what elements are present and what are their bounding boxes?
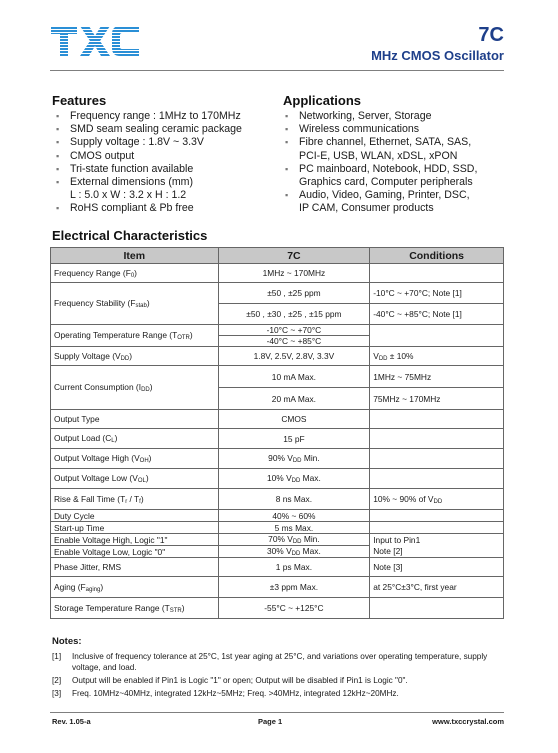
item-cell: Enable Voltage High, Logic "1" — [51, 534, 219, 546]
condition-cell: 10% ~ 90% of $V_{DD}$ — [370, 489, 504, 510]
note-item: [1] Inclusive of frequency tolerance at 25°C, 1st year aging at 25°C, and variations over operating temperature, supply voltage, and load. — [52, 652, 488, 672]
value-cell: 40% ~ 60% — [218, 510, 370, 522]
condition-cell — [370, 469, 504, 489]
value-cell: ±50 , ±25 ppm — [218, 283, 370, 304]
table-row — [51, 546, 504, 558]
applications-list — [283, 110, 508, 216]
table-row — [51, 347, 504, 366]
feature-item: ▪ External dimensions (mm) L : 5.0 x W : 3.2 x H : 1.2 — [54, 176, 274, 202]
notes-heading: Notes: — [52, 636, 82, 647]
feature-item: ▪ CMOS output — [54, 150, 274, 163]
condition-cell: Input to Pin1 — [370, 534, 504, 546]
value-cell: 8 ns Max. — [218, 489, 370, 510]
page-number: Page 1 — [258, 717, 283, 726]
table-row — [51, 283, 504, 304]
condition-cell: 75MHz ~ 170MHz — [370, 388, 504, 410]
revision-label: Rev. 1.05-a — [52, 717, 91, 726]
notes-list — [52, 651, 504, 701]
item-cell: Duty Cycle — [51, 510, 219, 522]
item-cell: Output Voltage High $(V_{OH})$ — [51, 449, 219, 469]
table-row — [51, 577, 504, 598]
feature-item: ▪ Supply voltage : 1.8V ~ 3.3V — [54, 136, 274, 149]
item-cell: Start-up Time — [51, 522, 219, 534]
condition-cell: at 25°C±3°C, first year — [370, 577, 504, 598]
column-header-item: Item — [51, 248, 219, 264]
table-row — [51, 366, 504, 388]
note-item: [2] Output will be enabled if Pin1 is Logic "1" or open; Output will be disabled if Pin1 is Logic "0". — [52, 676, 408, 685]
feature-item: ▪ Frequency range : 1MHz to 170MHz — [54, 110, 274, 123]
table-row — [51, 449, 504, 469]
item-cell: Operating Temperature Range $(T_{OTR})$ — [51, 325, 219, 347]
value-cell: ±3 ppm Max. — [218, 577, 370, 598]
table-row — [51, 534, 504, 546]
feature-item: ▪ RoHS compliant & Pb free — [54, 202, 274, 215]
value-cell: 15 pF — [218, 429, 370, 449]
product-subtitle: MHz CMOS Oscillator — [371, 48, 504, 63]
item-cell: Output Type — [51, 410, 219, 429]
table-row — [51, 510, 504, 522]
item-cell: Phase Jitter, RMS — [51, 558, 219, 577]
value-cell: -40°C ~ +85°C — [218, 336, 370, 347]
condition-cell — [370, 522, 504, 534]
condition-cell: Note [3] — [370, 558, 504, 577]
table-row — [51, 429, 504, 449]
value-cell: 30% $V_{DD}$ Max. — [218, 546, 370, 558]
value-cell: 1 ps Max. — [218, 558, 370, 577]
value-cell: 70% $V_{DD}$ Min. — [218, 534, 370, 546]
website-link[interactable]: www.txccrystal.com — [432, 717, 504, 726]
value-cell: 90% $V_{DD}$ Min. — [218, 449, 370, 469]
condition-cell: $V_{DD} \pm 10\%$ — [370, 347, 504, 366]
table-row — [51, 469, 504, 489]
item-cell: Current Consumption $(I_{DD})$ — [51, 366, 219, 410]
footer-divider — [50, 712, 504, 713]
electrical-characteristics-heading: Electrical Characteristics — [52, 228, 208, 243]
item-cell: Supply Voltage $(V_{DD})$ — [51, 347, 219, 366]
value-cell: 10% $V_{DD}$ Max. — [218, 469, 370, 489]
table-row — [51, 489, 504, 510]
item-cell: Enable Voltage Low, Logic "0" — [51, 546, 219, 558]
electrical-characteristics-table — [50, 247, 504, 619]
column-header-model: 7C — [218, 248, 370, 264]
features-list — [54, 110, 274, 216]
features-heading: Features — [52, 93, 107, 108]
item-cell: Storage Temperature Range $(T_{STR})$ — [51, 598, 219, 619]
condition-cell: -40°C ~ +85°C; Note [1] — [370, 304, 504, 325]
table-header-row — [51, 248, 504, 264]
table-row — [51, 558, 504, 577]
item-cell: Aging $(F_{aging})$ — [51, 577, 219, 598]
application-item: ▪ Wireless communications — [283, 123, 508, 136]
condition-cell: -10°C ~ +70°C; Note [1] — [370, 283, 504, 304]
value-cell: -10°C ~ +70°C — [218, 325, 370, 336]
dimensions-value: L : 5.0 x W : 3.2 x H : 1.2 — [70, 189, 187, 202]
condition-cell: Note [2] — [370, 546, 504, 558]
feature-item: ▪ Tri-state function available — [54, 163, 274, 176]
note-item: [3] Freq. 10MHz~40MHz, integrated 12kHz~5MHz; Freq. >40MHz, integrated 12kHz~20MHz. — [52, 689, 399, 698]
table-row — [51, 522, 504, 534]
condition-cell — [370, 264, 504, 283]
value-cell: 5 ms Max. — [218, 522, 370, 534]
condition-cell — [370, 510, 504, 522]
application-item: ▪ Networking, Server, Storage — [283, 110, 508, 123]
txc-logo — [50, 24, 140, 58]
item-cell: Frequency Stability $(F_{stab})$ — [51, 283, 219, 325]
table-row — [51, 325, 504, 336]
table-row — [51, 264, 504, 283]
value-cell: 20 mA Max. — [218, 388, 370, 410]
condition-cell — [370, 449, 504, 469]
application-item: ▪ Audio, Video, Gaming, Printer, DSC, IP CAM, Consumer products — [283, 189, 508, 215]
value-cell: CMOS — [218, 410, 370, 429]
condition-cell — [370, 598, 504, 619]
value-cell: ±50 , ±30 , ±25 , ±15 ppm — [218, 304, 370, 325]
table-row — [51, 598, 504, 619]
item-cell: Rise & Fall Time $(T_r / T_f)$ — [51, 489, 219, 510]
model-title: 7C — [478, 24, 504, 46]
item-cell: Frequency Range $(F_0)$ — [51, 264, 219, 283]
applications-heading: Applications — [283, 93, 362, 108]
condition-cell — [370, 429, 504, 449]
item-cell: Output Load $(C_L)$ — [51, 429, 219, 449]
value-cell: -55°C ~ +125°C — [218, 598, 370, 619]
feature-item: ▪ SMD seam sealing ceramic package — [54, 123, 274, 136]
table-row — [51, 410, 504, 429]
value-cell: 1MHz ~ 170MHz — [218, 264, 370, 283]
application-item: ▪ Fibre channel, Ethernet, SATA, SAS, PCI-E, USB, WLAN, xDSL, xPON — [283, 136, 508, 162]
item-cell: Output Voltage Low $(V_{OL})$ — [51, 469, 219, 489]
value-cell: 1.8V, 2.5V, 2.8V, 3.3V — [218, 347, 370, 366]
value-cell: 10 mA Max. — [218, 366, 370, 388]
header-divider — [50, 70, 504, 71]
column-header-conditions: Conditions — [370, 248, 504, 264]
condition-cell — [370, 410, 504, 429]
application-item: ▪ PC mainboard, Notebook, HDD, SSD, Graphics card, Computer peripherals — [283, 163, 508, 189]
condition-cell — [370, 325, 504, 347]
condition-cell: 1MHz ~ 75MHz — [370, 366, 504, 388]
